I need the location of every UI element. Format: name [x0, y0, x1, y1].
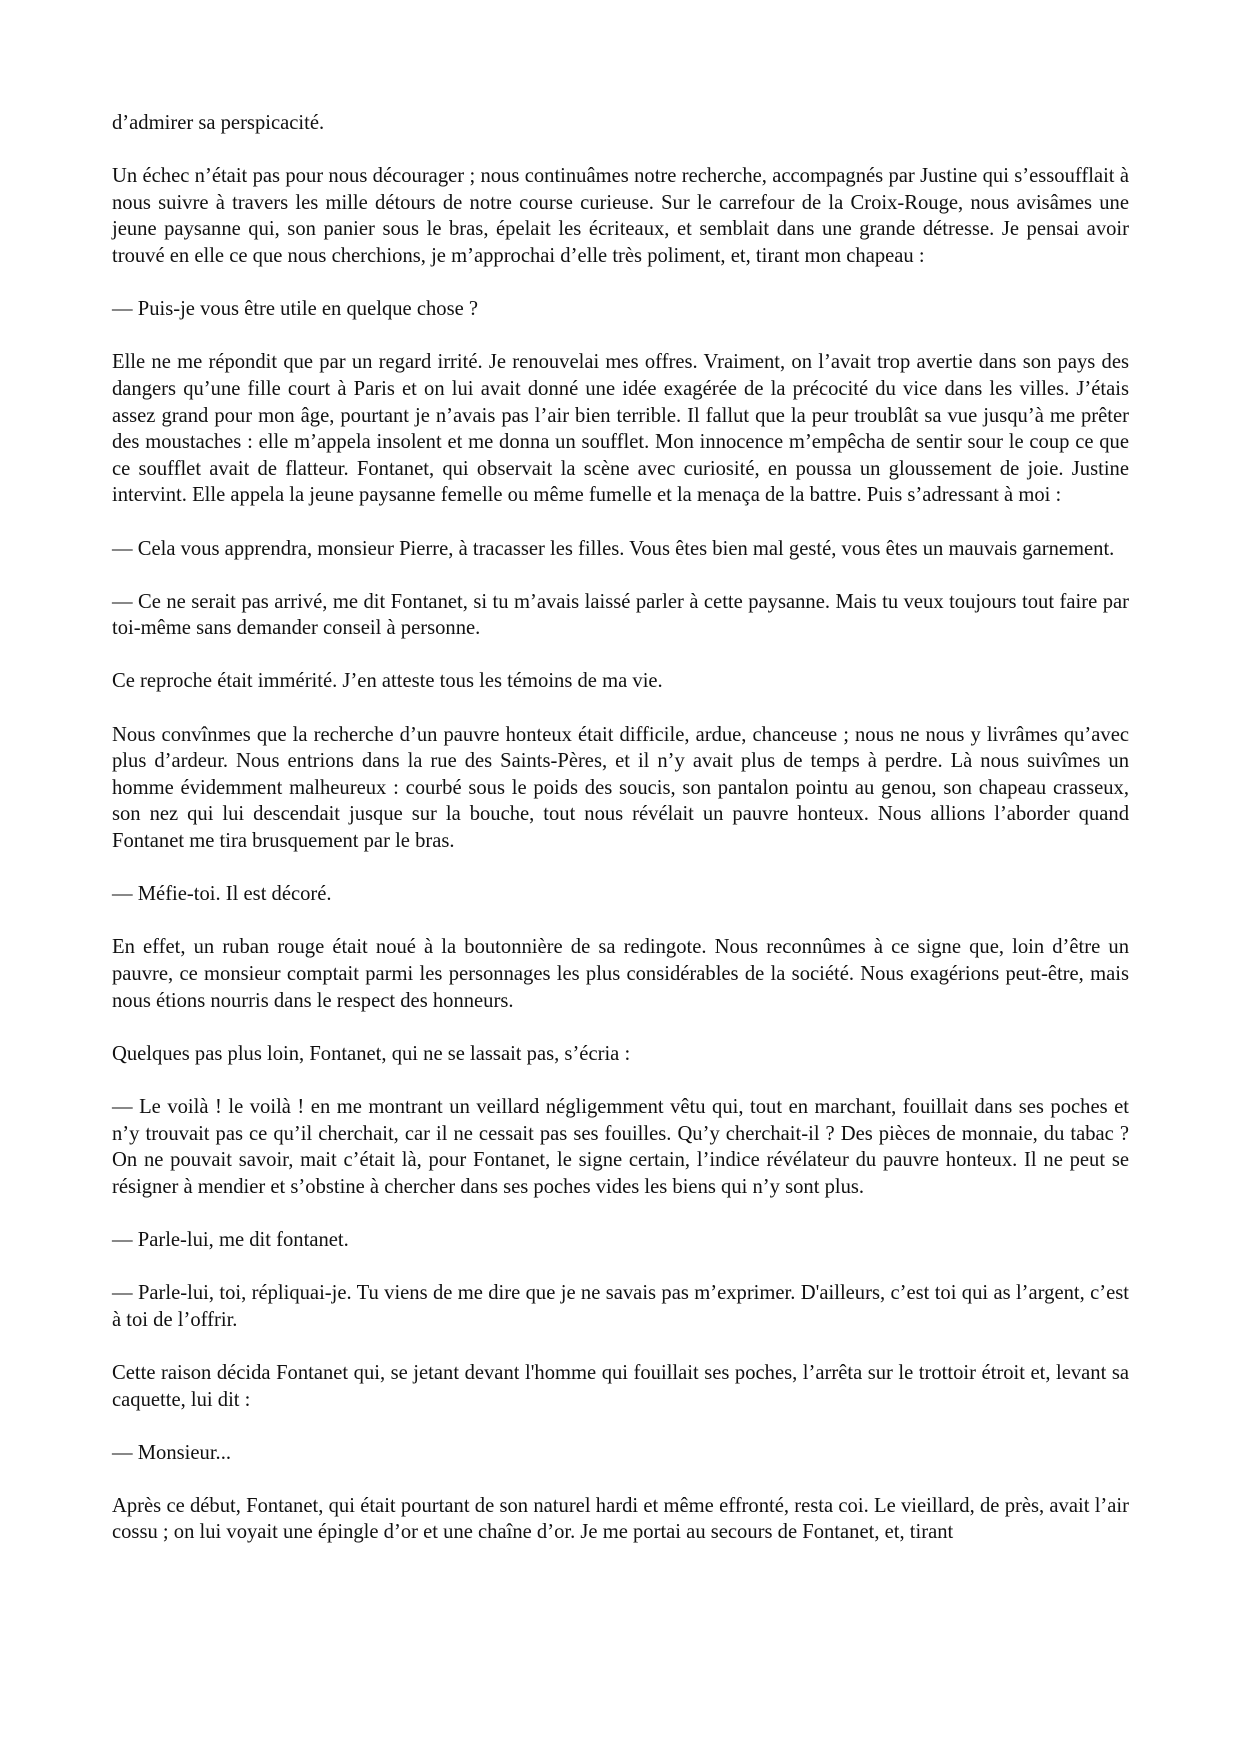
paragraph: Nous convînmes que la recherche d’un pauvre honteux était difficile, ardue, chanceuse ; nous ne nous y livrâmes qu’avec plus d’ardeur. Nous entrions dans la rue des Saints-Pères, et il n’y avait plus de temps à perdre. Là nous suivîmes un homme évidemment malheureux : courbé sous le poids des soucis, son pantalon pointu au genou, son chapeau crasseux, son nez qui lui descendait jusque sur la bouche, tout nous révélait un pauvre honteux. Nous allions l’aborder quand Fontanet me tira brusquement par le bras. — [112, 723, 1129, 853]
paragraph: — Monsieur... — [112, 1441, 231, 1464]
paragraph: En effet, un ruban rouge était noué à la boutonnière de sa redingote. Nous reconnûmes à ce signe que, loin d’être un pauvre, ce monsieur comptait parmi les personnages les plus considérables de la société. Nous exagérions peut-être, mais nous étions nourris dans le respect des honneurs. — [112, 936, 1129, 1012]
paragraph: Cette raison décida Fontanet qui, se jetant devant l'homme qui fouillait ses poches, l’arrêta sur le trottoir étroit et, levant sa caquette, lui dit : — [112, 1361, 1129, 1411]
paragraph: — Puis-je vous être utile en quelque chose ? — [112, 298, 479, 321]
paragraph: Un échec n’était pas pour nous décourager ; nous continuâmes notre recherche, accompagnés par Justine qui s’essoufflait à nous suivre à travers les mille détours de notre course curieuse. Sur le carrefour de la Croix-Rouge, nous avisâmes une jeune paysanne qui, son panier sous le bras, épelait les écriteaux, et semblait dans une grande détresse. Je pensai avoir trouvé en elle ce que nous cherchions, je m’approchai d’elle très poliment, et, tirant mon chapeau : — [112, 165, 1129, 267]
paragraph: — Parle-lui, me dit fontanet. — [112, 1228, 349, 1251]
paragraph: — Parle-lui, toi, répliquai-je. Tu viens de me dire que je ne savais pas m’exprimer. D'ailleurs, c’est toi qui as l’argent, c’est à toi de l’offrir. — [112, 1282, 1129, 1331]
paragraph: Après ce début, Fontanet, qui était pourtant de son naturel hardi et même effronté, resta coi. Le vieillard, de près, avait l’air cossu ; on lui voyait une épingle d’or et une chaîne d’or. Je me portai au secours de Fontanet, et, tirant — [112, 1494, 1129, 1544]
paragraph: — Méfie-toi. Il est décoré. — [112, 883, 332, 906]
paragraph: Ce reproche était immérité. J’en atteste tous les témoins de ma vie. — [112, 670, 663, 693]
document-page — [112, 110, 1129, 1546]
paragraph: Quelques pas plus loin, Fontanet, qui ne se lassait pas, s’écria : — [112, 1042, 631, 1065]
paragraph: — Le voilà ! le voilà ! en me montrant un veillard négligemment vêtu qui, tout en marchant, fouillait dans ses poches et n’y trouvait pas ce qu’il cherchait, car il ne cessait pas ses fouilles. Qu’y cherchait-il ? Des pièces de monnaie, du tabac ? On ne pouvait savoir, mait c’était là, pour Fontanet, le signe certain, l’indice révélateur du pauvre honteux. Il ne peut se résigner à mendier et s’obstine à chercher dans ses poches vides les biens qui n’y sont plus. — [112, 1095, 1129, 1198]
paragraph: — Ce ne serait pas arrivé, me dit Fontanet, si tu m’avais laissé parler à cette paysanne. Mais tu veux toujours tout faire par toi-même sans demander conseil à personne. — [112, 590, 1129, 640]
paragraph: d’admirer sa perspicacité. — [112, 112, 325, 134]
paragraph: — Cela vous apprendra, monsieur Pierre, à tracasser les filles. Vous êtes bien mal gesté, vous êtes un mauvais garnement. — [112, 537, 1115, 560]
paragraph: Elle ne me répondit que par un regard irrité. Je renouvelai mes offres. Vraiment, on l’avait trop avertie dans son pays des dangers qu’une fille court à Paris et on lui avait donné une idée exagérée de la précocité du vice dans les villes. J’étais assez grand pour mon âge, pourtant je n’avais pas l’air bien terrible. Il fallut que la peur troublât sa vue jusqu’à me prêter des moustaches : elle m’appela insolent et me donna un soufflet. Mon innocence m’empêcha de sentir sour le coup ce que ce soufflet avait de flatteur. Fontanet, qui observait la scène avec curiosité, en poussa un gloussement de joie. Justine intervint. Elle appela la jeune paysanne femelle ou même fumelle et la menaça de la battre. Puis s’adressant à moi : — [112, 351, 1129, 507]
